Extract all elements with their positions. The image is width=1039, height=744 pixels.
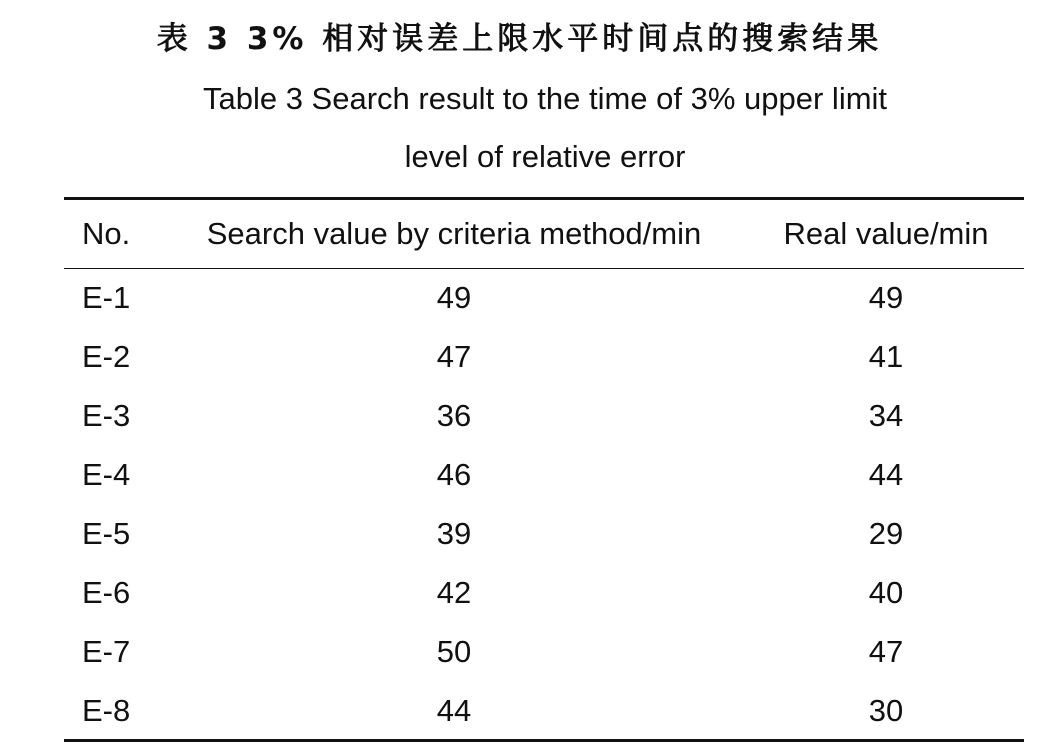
cell-no: E-3 — [82, 398, 131, 433]
cell-search-value: 44 — [436, 693, 472, 728]
table-bottom-rule — [64, 739, 1024, 742]
table-caption-english-line-1: Table 3 Search result to the time of 3% upper limit — [202, 81, 888, 116]
cell-real-value: 30 — [868, 693, 904, 728]
cell-search-value: 50 — [436, 634, 472, 669]
cell-real-value: 47 — [868, 634, 904, 669]
header-real-value: Real value/min — [783, 216, 989, 251]
table-caption-chinese: 表 3 3% 相对误差上限水平时间点的搜索结果 — [156, 21, 883, 57]
cell-no: E-6 — [82, 575, 131, 610]
cell-real-value: 40 — [868, 575, 904, 610]
cell-real-value: 44 — [868, 457, 904, 492]
header-no: No. — [82, 216, 131, 251]
header-search-value: Search value by criteria method/min — [206, 216, 702, 251]
cell-no: E-5 — [82, 516, 131, 551]
cell-no: E-8 — [82, 693, 131, 728]
cell-real-value: 41 — [868, 339, 904, 374]
table-row — [0, 514, 1039, 554]
cell-search-value: 47 — [436, 339, 472, 374]
table-row — [0, 573, 1039, 613]
table-row — [0, 278, 1039, 318]
table-header-rule — [64, 268, 1024, 269]
cell-search-value: 49 — [436, 280, 472, 315]
cell-no: E-4 — [82, 457, 131, 492]
table-row — [0, 455, 1039, 495]
table-row — [0, 337, 1039, 377]
cell-search-value: 46 — [436, 457, 472, 492]
cell-search-value: 39 — [436, 516, 472, 551]
cell-real-value: 49 — [868, 280, 904, 315]
cell-no: E-7 — [82, 634, 131, 669]
table-caption-english-line-2: level of relative error — [404, 139, 686, 174]
table-top-rule — [64, 197, 1024, 200]
cell-no: E-1 — [82, 280, 131, 315]
cell-search-value: 42 — [436, 575, 472, 610]
cell-real-value: 34 — [868, 398, 904, 433]
cell-no: E-2 — [82, 339, 131, 374]
table-row — [0, 691, 1039, 731]
cell-real-value: 29 — [868, 516, 904, 551]
cell-search-value: 36 — [436, 398, 472, 433]
table-row — [0, 632, 1039, 672]
table-row — [0, 396, 1039, 436]
